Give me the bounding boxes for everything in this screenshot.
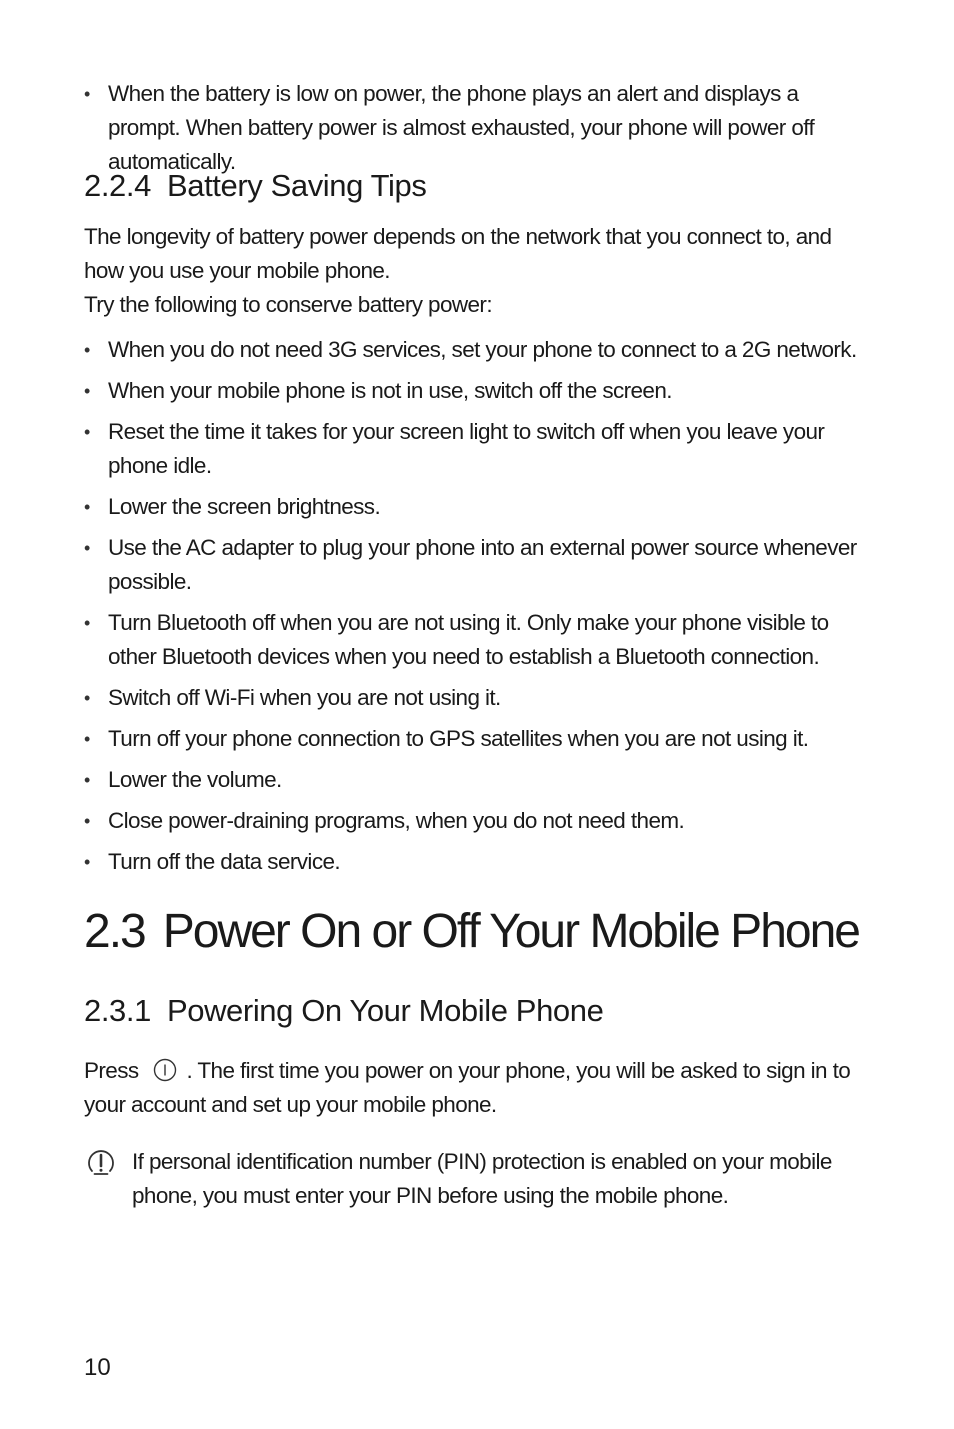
power-button-icon (153, 1058, 177, 1082)
list-item: • When the battery is low on power, the phone plays an alert and displays a prompt. When battery power is almost exhausted, your phone will power off automatically. (84, 77, 874, 179)
press-text-before: Press (84, 1058, 139, 1083)
list-item: • Close power-draining programs, when you do not need them. (84, 804, 874, 838)
list-item: • Reset the time it takes for your screen light to switch off when you leave your phone idle. (84, 415, 874, 483)
intro-paragraph: Try the following to conserve battery power: (84, 292, 492, 317)
list-item: • When you do not need 3G services, set your phone to connect to a 2G network. (84, 333, 874, 367)
list-item: • Lower the screen brightness. (84, 490, 874, 524)
note-box (84, 1145, 874, 1213)
intro-paragraph: The longevity of battery power depends on the network that you connect to, and how you use your mobile phone. (84, 224, 832, 283)
section-heading-2-3 (84, 904, 859, 959)
battery-tips-list (84, 333, 874, 886)
section-number: 2.2.4 (84, 168, 151, 203)
lightbulb-note-icon (84, 1147, 118, 1181)
section-number: 2.3.1 (84, 993, 151, 1028)
list-item: • Switch off Wi-Fi when you are not using it. (84, 681, 874, 715)
list-item: • Turn Bluetooth off when you are not using it. Only make your phone visible to other Bluetooth devices when you need to establish a Bluetooth connection. (84, 606, 874, 674)
section-title: Battery Saving Tips (166, 168, 427, 203)
press-text-after: . The first time you power on your phone, you will be asked to sign in to your account and set up your mobile phone. (84, 1058, 851, 1117)
section-heading-2-3-1 (84, 993, 603, 1029)
list-item: • Lower the volume. (84, 763, 874, 797)
section-title: Power On or Off Your Mobile Phone (162, 905, 859, 958)
list-item: • Turn off the data service. (84, 845, 874, 879)
list-item: • Turn off your phone connection to GPS satellites when you are not using it. (84, 722, 874, 756)
page-number: 10 (84, 1354, 111, 1381)
section-heading-2-2-4 (84, 168, 426, 204)
list-item: • When your mobile phone is not in use, switch off the screen. (84, 374, 874, 408)
list-item: • Use the AC adapter to plug your phone into an external power source whenever possible. (84, 531, 874, 599)
press-paragraph (84, 1054, 874, 1122)
section-title: Powering On Your Mobile Phone (166, 993, 604, 1028)
section-number: 2.3 (84, 905, 145, 958)
intro-paragraphs (84, 220, 874, 322)
note-text: If personal identification number (PIN) protection is enabled on your mobile phone, you must enter your PIN before using the mobile phone. (132, 1149, 832, 1208)
